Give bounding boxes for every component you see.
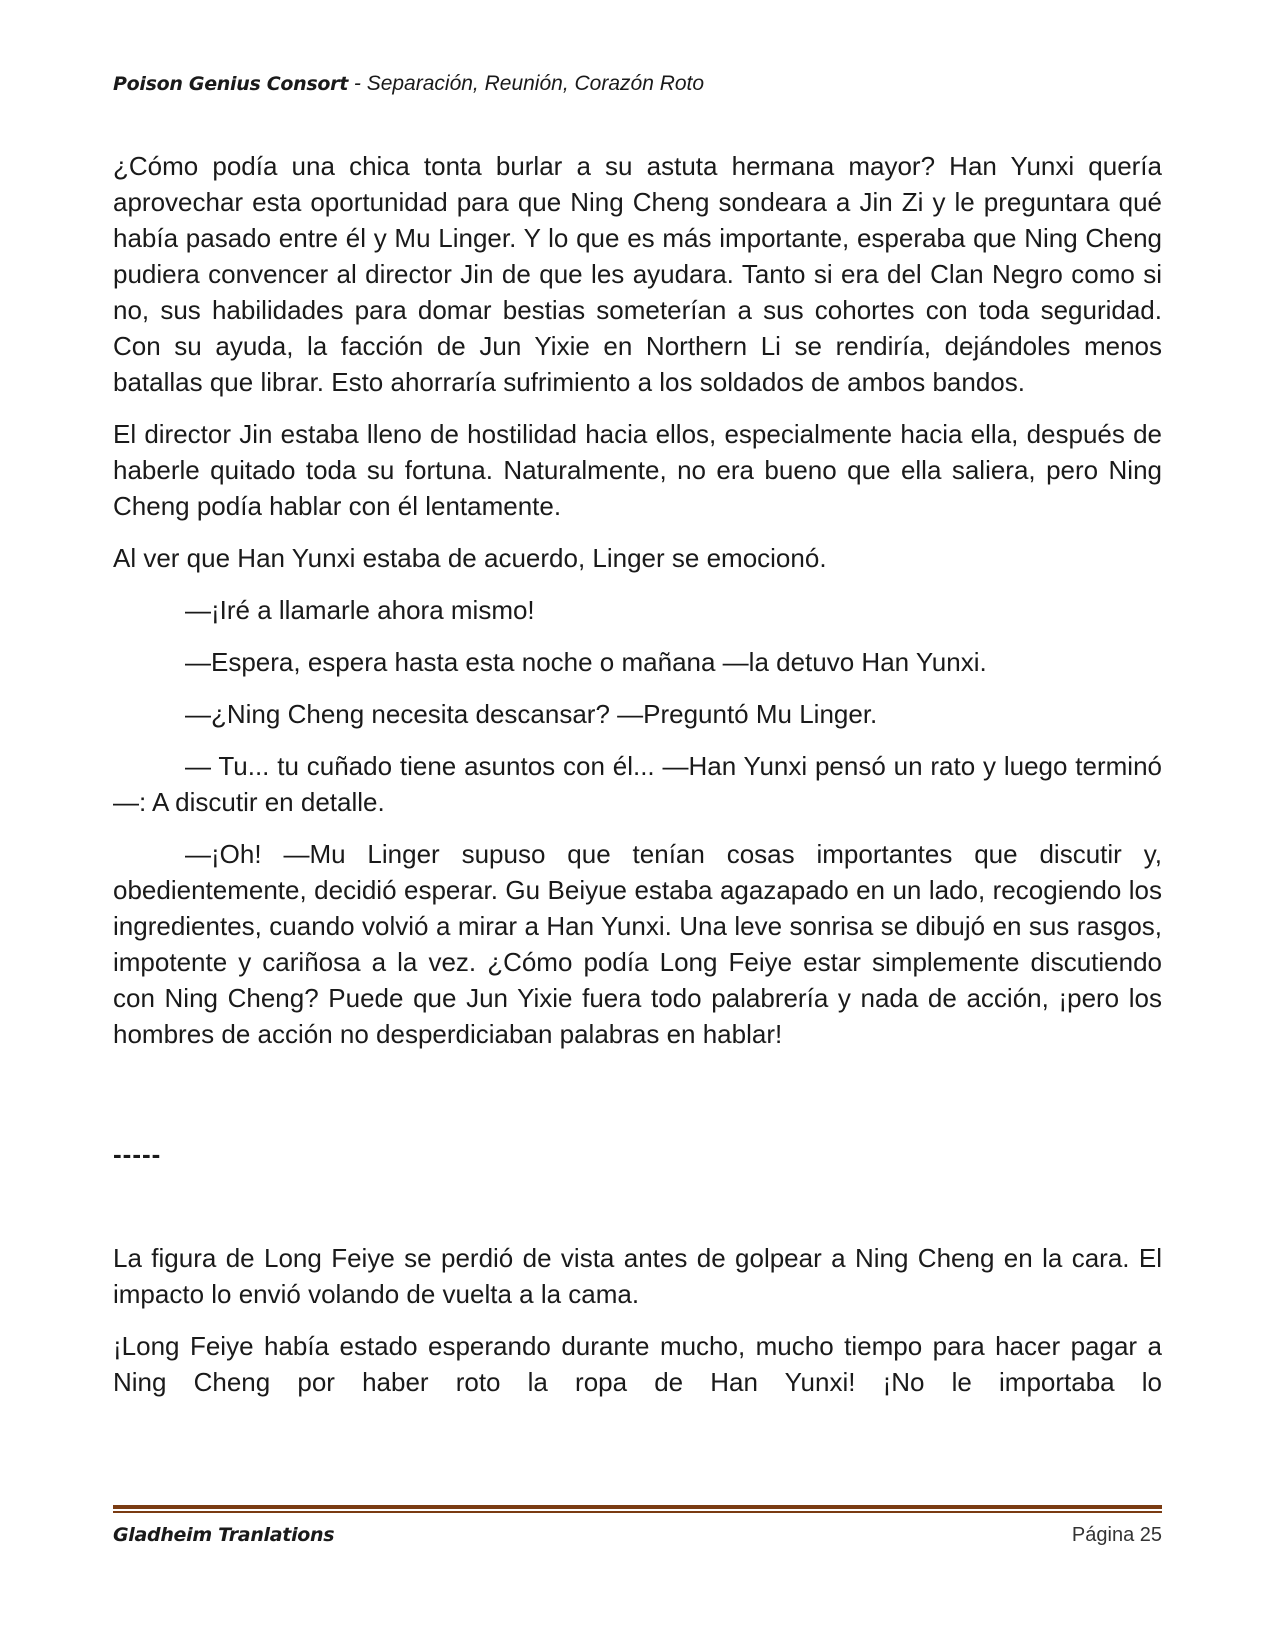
paragraph: ¿Cómo podía una chica tonta burlar a su astuta hermana mayor? Han Yunxi quería aprovechar esta oportunidad para que Ning Cheng sondeara a Jin Zi y le preguntara qué había pasado entre él y Mu Linger. Y lo que es más importante, esperaba que Ning Cheng pudiera convencer al director Jin de que les ayudara. Tanto si era del Clan Negro como si no, sus habilidades para domar bestias someterían a sus cohortes con toda seguridad. Con su ayuda, la facción de Jun Yixie en Northern Li se rendiría, dejándoles menos batallas que librar. Esto ahorraría sufrimiento a los soldados de ambos bandos.: [113, 151, 1162, 397]
section-separator: -----: [113, 1139, 162, 1169]
spacer: [113, 1068, 1162, 1096]
paragraph: ¡Long Feiye había estado esperando durante mucho, mucho tiempo para hacer pagar a Ning Cheng por haber roto la ropa de Han Yunxi! ¡No le importaba lo: [113, 1331, 1162, 1397]
chapter-title: Separación, Reunión, Corazón Roto: [366, 72, 705, 95]
footer-divider: [113, 1505, 1162, 1513]
page-number: Página 25: [1071, 1524, 1162, 1546]
paragraph: Al ver que Han Yunxi estaba de acuerdo, Linger se emocionó.: [113, 543, 827, 573]
dialogue-paragraph: —Espera, espera hasta esta noche o mañana —la detuvo Han Yunxi.: [185, 647, 987, 677]
paragraph: El director Jin estaba lleno de hostilidad hacia ellos, especialmente hacia ella, después de haberle quitado toda su fortuna. Naturalmente, no era bueno que ella saliera, pero Ning Cheng podía hablar con él lentamente.: [113, 419, 1162, 521]
dialogue-paragraph: —¡Oh! —Mu Linger supuso que tenían cosas importantes que discutir y, obedientemente, decidió esperar. Gu Beiyue estaba agazapado en un lado, recogiendo los ingredientes, cuando volvió a mirar a Han Yunxi. Una leve sonrisa se dibujó en sus rasgos, impotente y cariñosa a la vez. ¿Cómo podía Long Feiye estar simplemente discutiendo con Ning Cheng? Puede que Jun Yixie fuera todo palabrería y nada de acción, ¡pero los hombres de acción no desperdiciaban palabras en hablar!: [113, 839, 1162, 1049]
paragraph: La figura de Long Feiye se perdió de vista antes de golpear a Ning Cheng en la cara. El impacto lo envió volando de vuelta a la cama.: [113, 1243, 1162, 1309]
dialogue-paragraph: —¿Ning Cheng necesita descansar? —Preguntó Mu Linger.: [185, 699, 878, 729]
header-separator: -: [348, 72, 367, 95]
page-body: [113, 148, 1162, 1416]
dialogue-paragraph: — Tu... tu cuñado tiene asuntos con él... —Han Yunxi pensó un rato y luego terminó—: A discutir en detalle.: [113, 751, 1162, 817]
series-title: Poison Genius Consort: [113, 73, 349, 95]
dialogue-paragraph: —¡Iré a llamarle ahora mismo!: [185, 595, 535, 625]
page-header: [113, 72, 704, 96]
footer-credit: Gladheim Tranlations: [113, 1524, 335, 1546]
